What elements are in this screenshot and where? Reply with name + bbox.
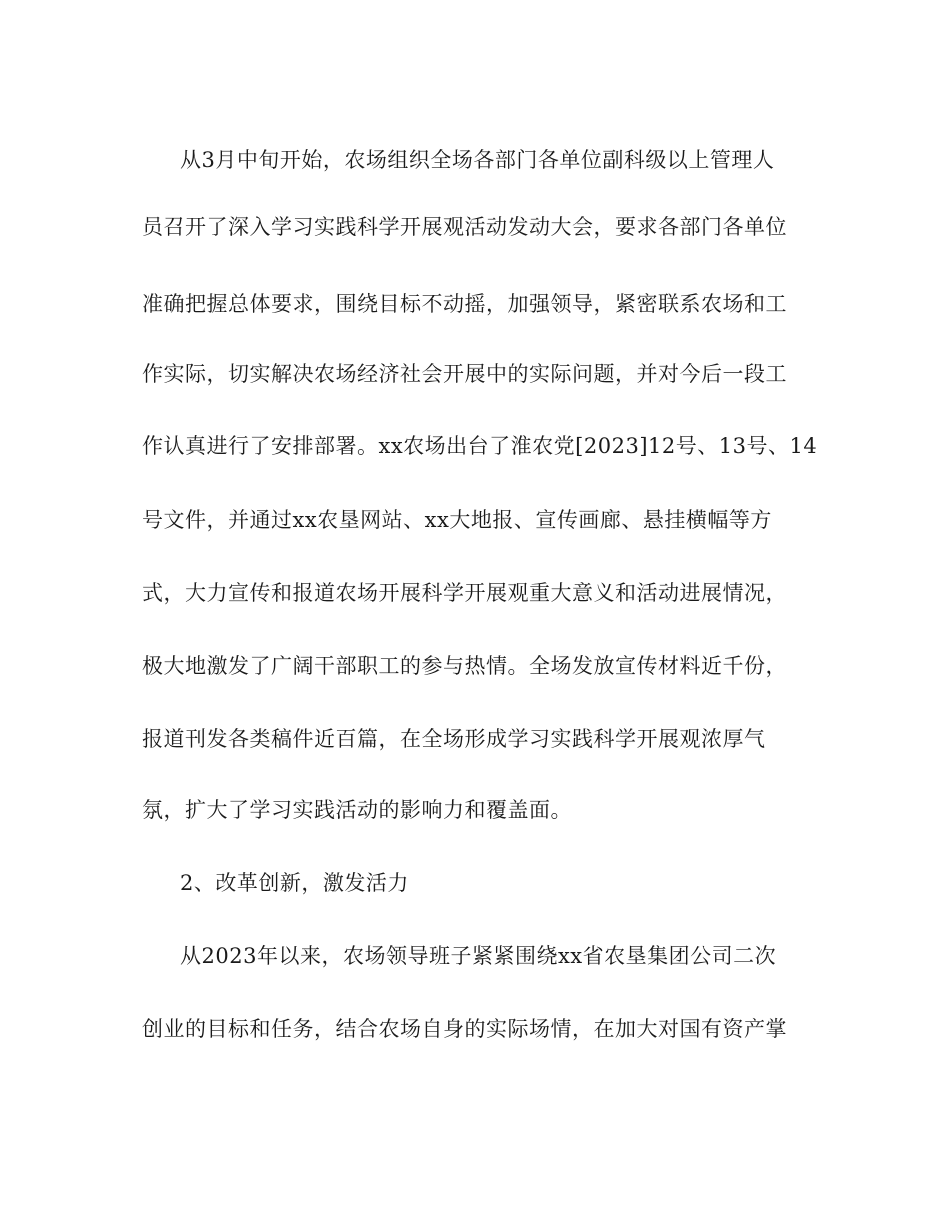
paragraph-1-line-3: 准确把握总体要求，围绕目标不动摇，加强领导，紧密联系农场和工: [142, 292, 787, 316]
paragraph-1-line-1: 从3月中旬开始，农场组织全场各部门各单位副科级以上管理人: [180, 148, 775, 172]
paragraph-1-line-10: 氛，扩大了学习实践活动的影响力和覆盖面。: [142, 798, 572, 822]
paragraph-1-line-8: 极大地激发了广阔干部职工的参与热情。全场发放宣传材料近千份，: [142, 654, 787, 678]
paragraph-1-line-2: 员召开了深入学习实践科学开展观活动发动大会，要求各部门各单位: [142, 215, 787, 239]
paragraph-1-line-4: 作实际，切实解决农场经济社会开展中的实际问题，并对今后一段工: [142, 362, 787, 386]
paragraph-1-line-6: 号文件，并通过xx农垦网站、xx大地报、宣传画廊、悬挂横幅等方: [142, 508, 772, 532]
paragraph-1-line-5: 作认真进行了安排部署。xx农场出台了淮农党[2023]12号、13号、14: [142, 434, 818, 458]
paragraph-2-line-2: 创业的目标和任务，结合农场自身的实际场情，在加大对国有资产掌: [142, 1017, 787, 1041]
paragraph-1-line-9: 报道刊发各类稿件近百篇，在全场形成学习实践科学开展观浓厚气: [142, 727, 766, 751]
paragraph-2-line-1: 从2023年以来，农场领导班子紧紧围绕xx省农垦集团公司二次: [180, 944, 777, 968]
paragraph-1-line-7: 式，大力宣传和报道农场开展科学开展观重大意义和活动进展情况，: [142, 581, 787, 605]
section-heading: 2、改革创新，激发活力: [180, 871, 409, 895]
